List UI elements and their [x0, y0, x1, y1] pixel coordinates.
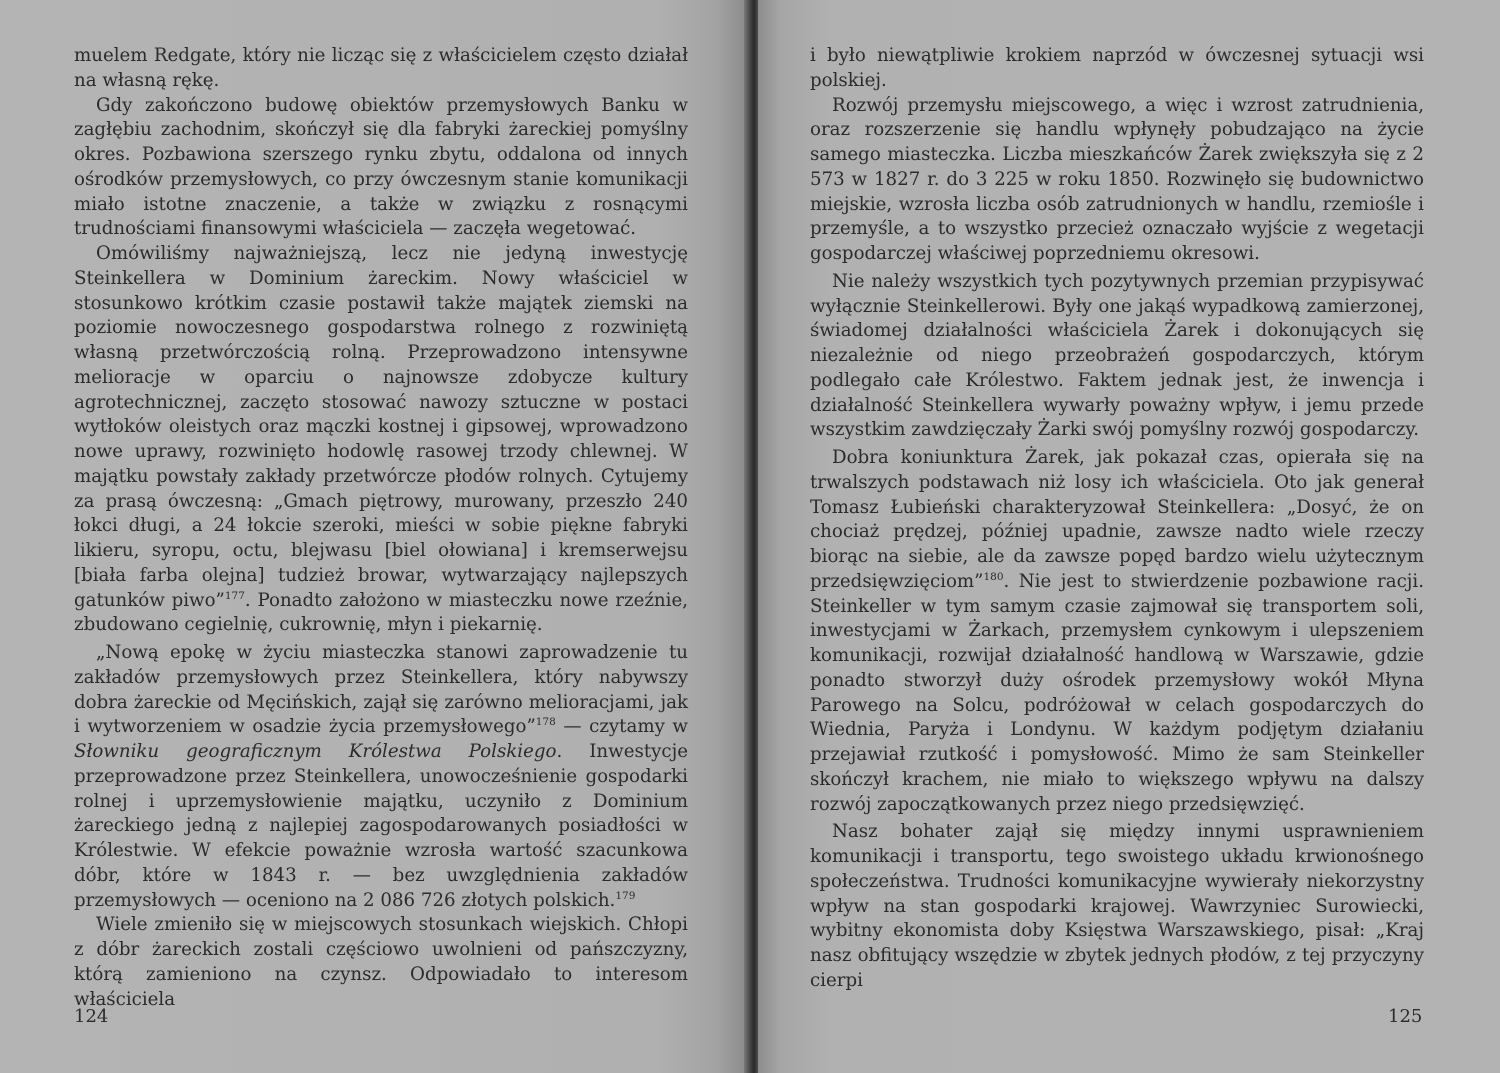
- paragraph-text: Dobra koniunktura Żarek, jak pokazał czas, opierała się na trwalszych podstawach niż losy ich właściciela. Oto jak generał Tomasz Łubieński charakteryzował Steinkellera: „Dosyć, że on chociaż prędzej, później upadnie, zawsze nadto wiele rzeczy biorąc na siebie, ale da zawsze popęd bardzo wielu użytecznym przedsięwzięciom”: [810, 447, 1424, 592]
- paragraph-text: . Nie jest to stwierdzenie pozbawione racji. Steinkeller w tym samym czasie zajmował się transportem soli, inwestycjami w Żarkach, przemysłem cynkowym i ulepszeniem komunikacji, rozwijał działalność handlową w Warszawie, gdzie ponadto stworzył duży ośrodek przemysłowy wokół Młyna Parowego na Solcu, podróżował w celach gospodarczych do Wiednia, Paryża i Londynu. W każdym podjętym działaniu przejawiał rzutkość i pomysłowość. Mimo że sam Steinkeller skończył krachem, nie miało to większego wpływu na dalszy rozwój zapoczątkowanych przez niego przedsięwzięć.: [810, 570, 1424, 815]
- footnote-ref: 180: [983, 570, 1004, 583]
- paragraph: Nasz bohater zajął się między innymi usprawnieniem komunikacji i transportu, tego swoistego układu krwionośnego społeczeństwa. Trudności komunikacyjne wywierały niekorzystny wpływ na stan gospodarki krajowej. Wawrzyniec Surowiecki, wybitny ekonomista doby Księstwa Warszawskiego, pisał: „Kraj nasz obfitujący wszędzie w zbytek jednych płodów, z tej przyczyny cierpi: [810, 821, 1424, 991]
- paragraph: [74, 242, 688, 638]
- page-number: 124: [74, 1006, 109, 1027]
- right-page-text: [810, 44, 1424, 994]
- footnote-ref: 178: [535, 716, 556, 729]
- book-title: Słowniku geograficznym Królestwa Polskiego: [74, 741, 557, 762]
- paragraph-text: . Inwestycje przeprowadzone przez Steinkellera, unowocześnienie gospodarki rolnej i uprzemysłowienie majątku, uczyniło z Dominium żareckiego jedną z najlepiej zagospodarowanych posiadłości w Królestwie. W efekcie poważnie wzrosła wartość szacunkowa dóbr, które w 1843 r. — bez uwzględnienia zakładów przemysłowych — oceniono na 2 086 726 złotych polskich.: [74, 741, 688, 911]
- left-page: [0, 0, 748, 1073]
- footnote-ref: 177: [224, 589, 245, 602]
- paragraph: i było niewątpliwie krokiem naprzód w ówczesnej sytuacji wsi polskiej.: [810, 45, 1424, 91]
- paragraph-text: . Ponadto założono w miasteczku nowe rzeźnie, zbudowano cegielnię, cukrownię, młyn i piekarnię.: [74, 589, 688, 636]
- footnote-ref: 179: [615, 889, 636, 902]
- quote-text: „Nową epokę w życiu miasteczka stanowi zaprowadzenie tu zakładów przemysłowych przez Steinkellera, który nabywszy dobra żareckie od Męcińskich, zajął się zarówno melioracjami, jak i wytworzeniem w osadzie życia przemysłowego”: [74, 642, 688, 738]
- paragraph: [74, 641, 688, 913]
- page-number: 125: [1388, 1006, 1423, 1027]
- paragraph: muelem Redgate, który nie licząc się z właścicielem często działał na własną rękę.: [74, 45, 688, 91]
- paragraph-text: Omówiliśmy najważniejszą, lecz nie jedyną inwestycję Steinkellera w Dominium żareckim. Nowy właściciel w stosunkowo krótkim czasie postawił także majątek ziemski na poziomie nowoczesnego gospodarstwa rolnego z rozwiniętą własną przetwórczością rolną. Przeprowadzono intensywne melioracje w oparciu o najnowsze zdobycze kultury agrotechnicznej, zaczęto stosować nawozy sztuczne w postaci wytłoków oleistych oraz mączki kostnej i gipsowej, wprowadzono nowe uprawy, rozwinięto hodowlę rasowej trzody chlewnej. W majątku powstały zakłady przetwórcze płodów rolnych. Cytujemy za prasą ówczesną: „Gmach piętrowy, murowany, przeszło 240 łokci długi, a 24 łokcie szeroki, mieści w sobie piękne fabryki likieru, syropu, octu, blejwasu [biel ołowiana] i kremserwejsu [biała farba olejna] tudzież browar, wytwarzający najlepszych gatunków piwo”: [74, 243, 688, 611]
- left-page-text: [74, 44, 688, 1012]
- paragraph-text: — czytamy w: [555, 716, 688, 738]
- paragraph: [810, 446, 1424, 817]
- paragraph: Wiele zmieniło się w miejscowych stosunkach wiejskich. Chłopi z dóbr żareckich zostali częściowo uwolnieni od pańszczyzny, którą zamieniono na czynsz. Odpowiadało to interesom właściciela: [74, 914, 688, 1010]
- paragraph: Nie należy wszystkich tych pozytywnych przemian przypisywać wyłącznie Steinkellerowi. Były one jakąś wypadkową zamierzonej, świadomej działalności właściciela Żarek i dokonujących się niezależnie od niego przeobrażeń gospodarczych, którym podlegało całe Królestwo. Faktem jednak jest, że inwencja i działalność Steinkellera wywarły poważny wpływ, i jemu przede wszystkim zawdzięczały Żarki swój pomyślny rozwój gospodarczy.: [810, 270, 1424, 441]
- right-page: [758, 0, 1500, 1073]
- paragraph: Rozwój przemysłu miejscowego, a więc i wzrost zatrudnienia, oraz rozszerzenie się handlu wpłynęły pobudzająco na życie samego miasteczka. Liczba mieszkańców Żarek zwiększyła się z 2 573 w 1827 r. do 3 225 w roku 1850. Rozwinęło się budownictwo miejskie, wzrosła liczba osób zatrudnionych w handlu, rzemiośle i przemyśle, a to wszystko przecież oznaczało wyjście z wegetacji gospodarczej właściwej poprzedniemu okresowi.: [810, 94, 1424, 264]
- paragraph: Gdy zakończono budowę obiektów przemysłowych Banku w zagłębiu zachodnim, skończył się dla fabryki żareckiej pomyślny okres. Pozbawiona szerszego rynku zbytu, oddalona od innych ośrodków przemysłowych, co przy ówczesnym stanie komunikacji miało istotne znaczenie, a także w związku z rosnącymi trudnościami finansowymi właściciela — zaczęła wegetować.: [74, 94, 688, 240]
